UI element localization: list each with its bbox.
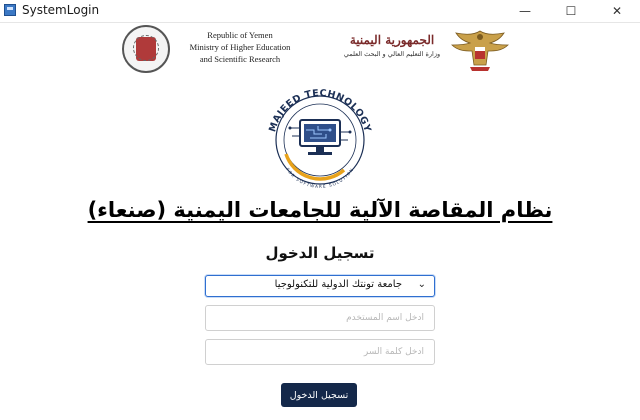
ministry-name-en: [178, 29, 302, 65]
login-heading: تسجيل الدخول: [265, 244, 375, 262]
app-icon: [4, 4, 16, 16]
ministry-header-en: [122, 25, 302, 75]
window-titlebar: [0, 0, 640, 23]
username-input[interactable]: [205, 305, 435, 331]
password-input[interactable]: [205, 339, 435, 365]
ministry-line: and Scientific Research: [199, 54, 281, 64]
yemen-eagle-emblem-icon: [444, 25, 516, 75]
maximize-button[interactable]: ☐: [565, 4, 577, 18]
ministry-name-ar: [340, 31, 444, 59]
logo-tagline: FOR SOFTWARE SOLUTION: [285, 166, 355, 190]
chevron-down-icon[interactable]: ⌄: [417, 279, 426, 290]
university-select[interactable]: [205, 275, 435, 297]
ministry-seal-icon: [122, 25, 170, 73]
university-select-value: جامعة تونتك الدولية للتكنولوجيا: [274, 279, 402, 290]
close-button[interactable]: ✕: [611, 4, 623, 18]
login-button[interactable]: تسجيل الدخول: [281, 383, 357, 407]
majeed-technology-logo: [256, 86, 384, 202]
ministry-line: Ministry of Higher Education: [189, 42, 291, 52]
logo-name: MAJEED TECHNOLOGY: [267, 87, 373, 134]
system-title: نظام المقاصة الآلية للجامعات اليمنية (صنعاء): [87, 198, 553, 222]
ministry-header-ar: [340, 25, 520, 75]
republic-ar-title: الجمهورية اليمنية: [349, 33, 435, 47]
ministry-line: Republic of Yemen: [207, 30, 273, 40]
window-title: SystemLogin: [22, 3, 100, 17]
ministry-ar-subtitle: وزارة التعليم العالي و البحث العلمي: [343, 50, 441, 58]
minimize-button[interactable]: —: [519, 4, 531, 18]
